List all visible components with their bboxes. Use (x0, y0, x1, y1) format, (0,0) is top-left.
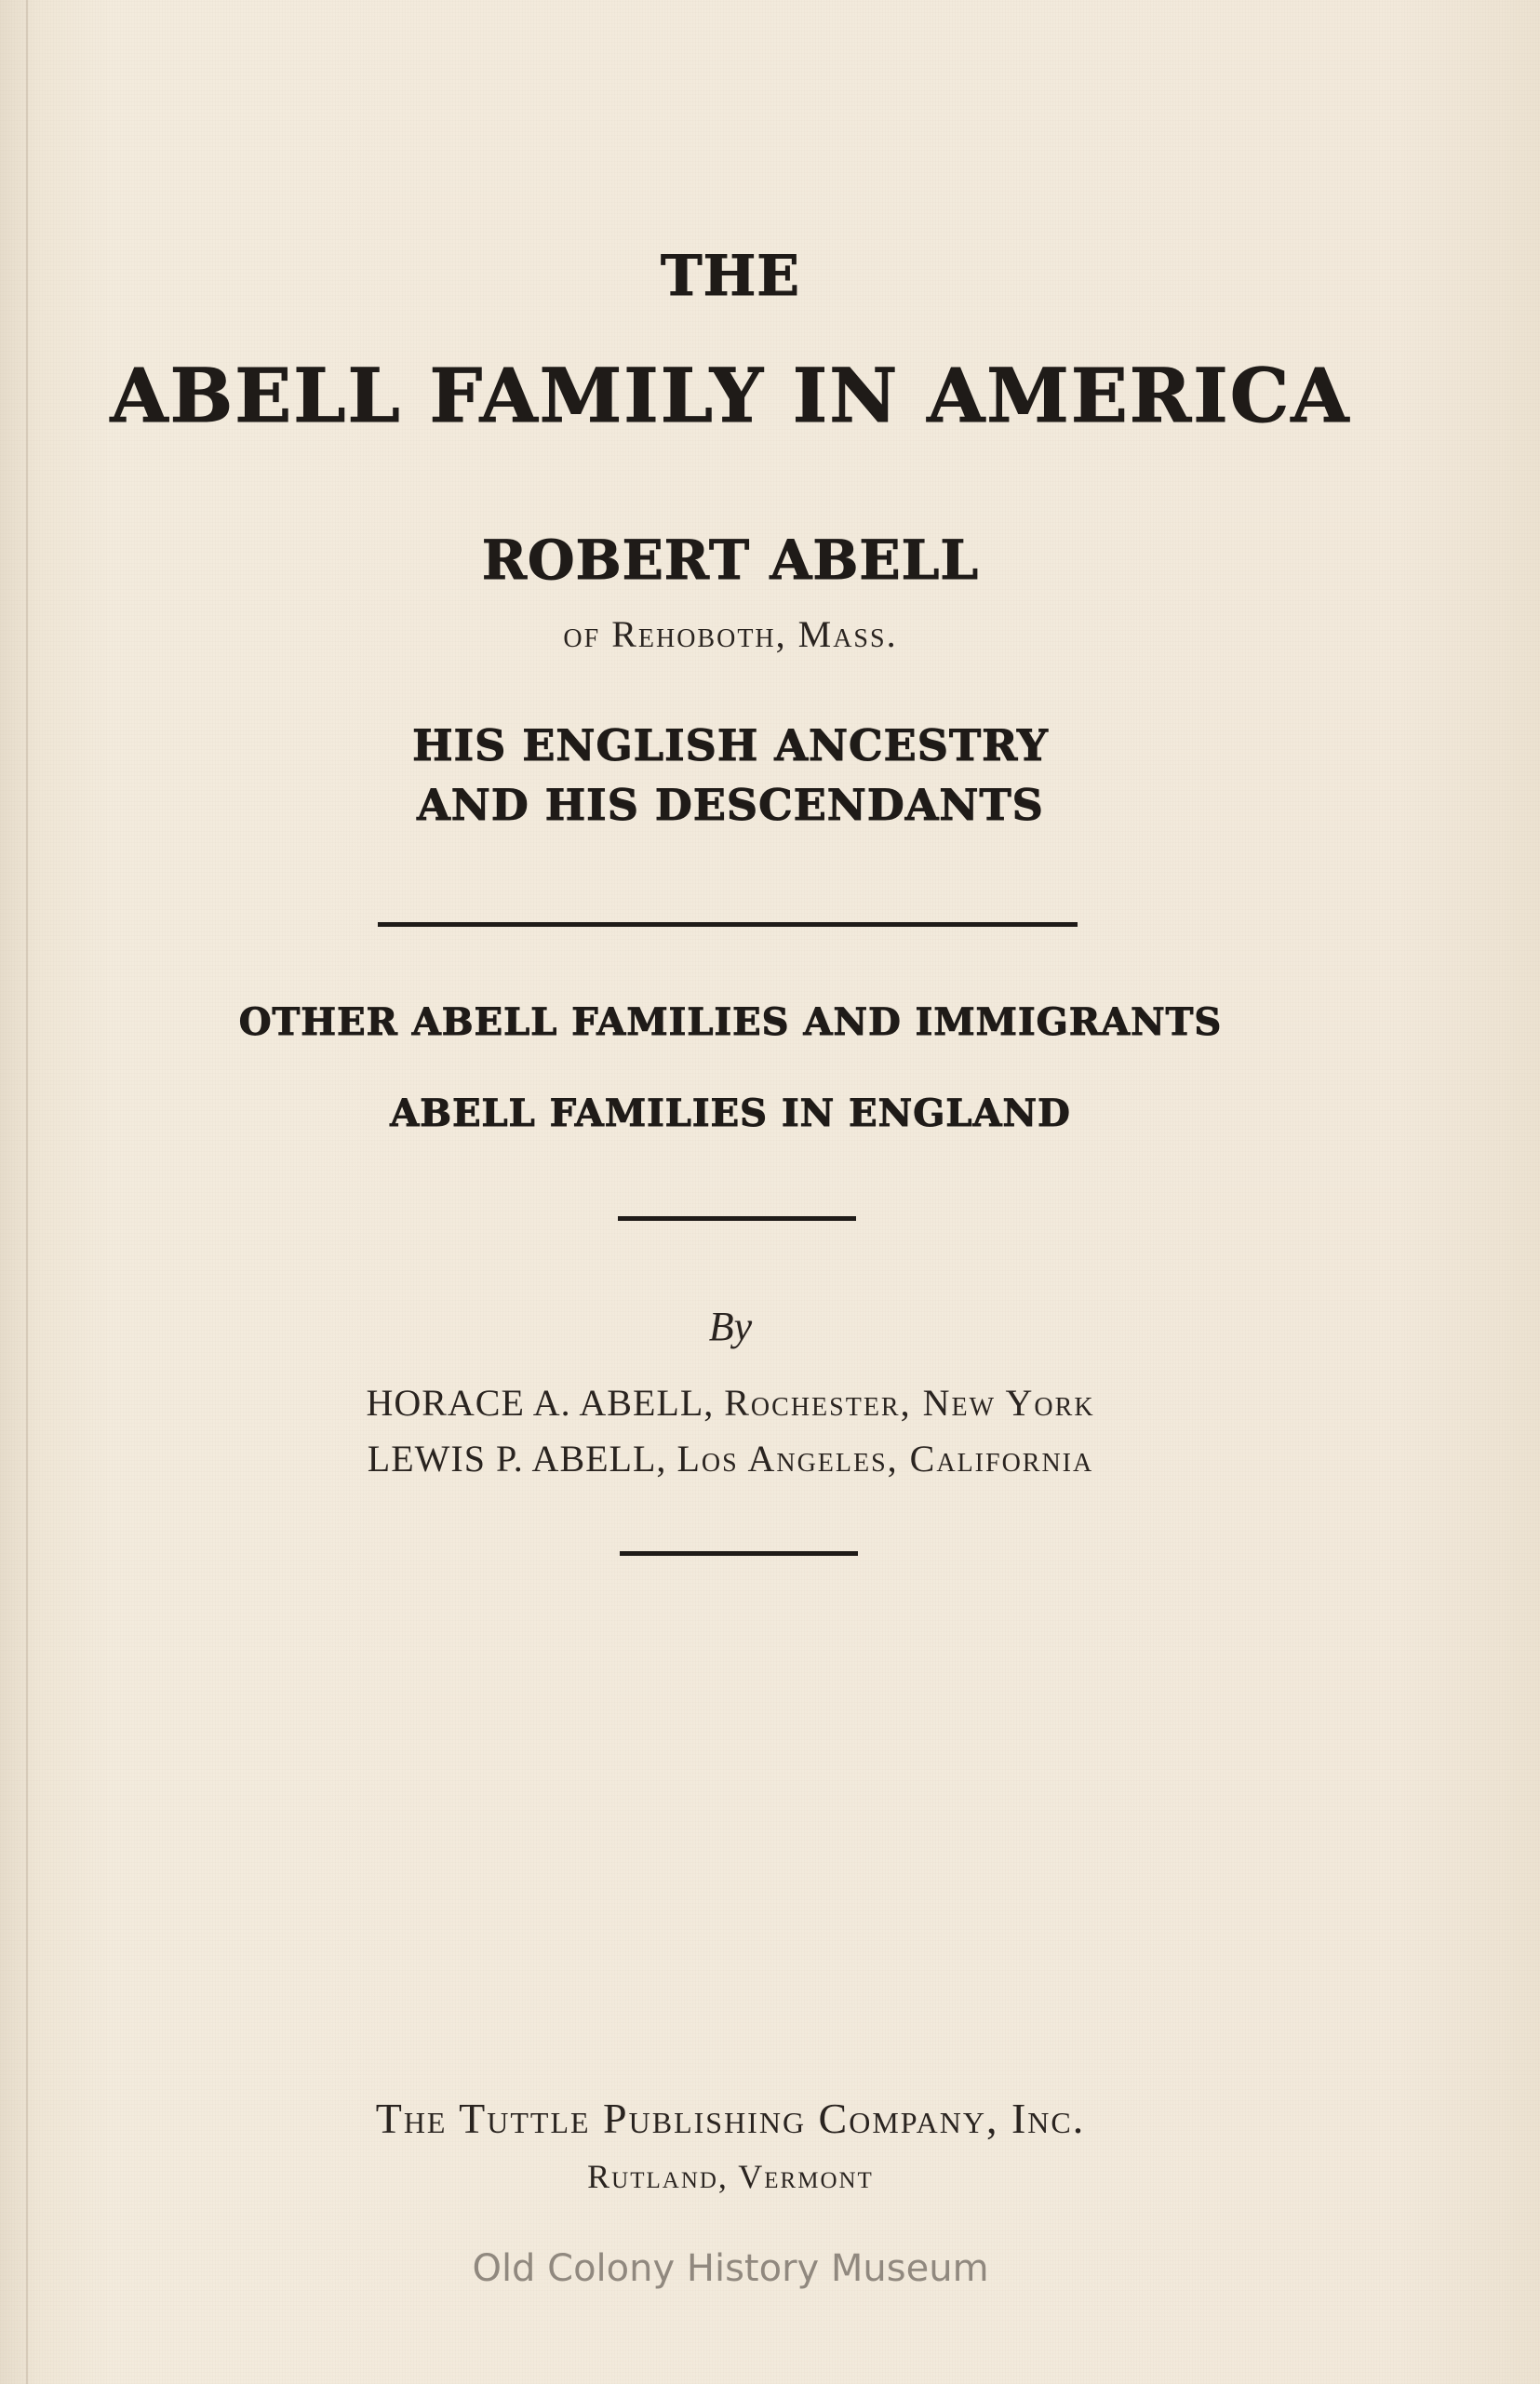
book-title: ABELL FAMILY IN AMERICA (110, 352, 1351, 439)
subject-name: ROBERT ABELL (481, 529, 980, 592)
author-1 (0, 1381, 1461, 1425)
title-line-the: THE (660, 244, 801, 309)
divider-rule-long (378, 922, 1078, 927)
publisher-name: The Tuttle Publishing Company, Inc. (375, 2095, 1086, 2142)
divider-rule-short-2 (620, 1551, 858, 1556)
section-line-2: ABELL FAMILIES IN ENGLAND (390, 1092, 1071, 1135)
author-2-place: Los Angeles, California (676, 1438, 1094, 1480)
divider-rule-short-1 (618, 1216, 856, 1221)
watermark-text: Old Colony History Museum (472, 2247, 989, 2290)
section-line-1: OTHER ABELL FAMILIES AND IMMIGRANTS (238, 1000, 1223, 1044)
publisher-place: Rutland, Vermont (587, 2158, 874, 2195)
author-2 (0, 1437, 1461, 1480)
by-label: By (708, 1304, 753, 1349)
author-1-place: Rochester, New York (724, 1382, 1095, 1424)
author-2-name: LEWIS P. ABELL, (367, 1438, 667, 1480)
author-1-name: HORACE A. ABELL, (366, 1382, 715, 1424)
subject-description-line-1: HIS ENGLISH ANCESTRY (412, 720, 1049, 770)
subject-description-line-2: AND HIS DESCENDANTS (417, 780, 1044, 830)
subject-place: of Rehoboth, Mass. (563, 613, 898, 655)
